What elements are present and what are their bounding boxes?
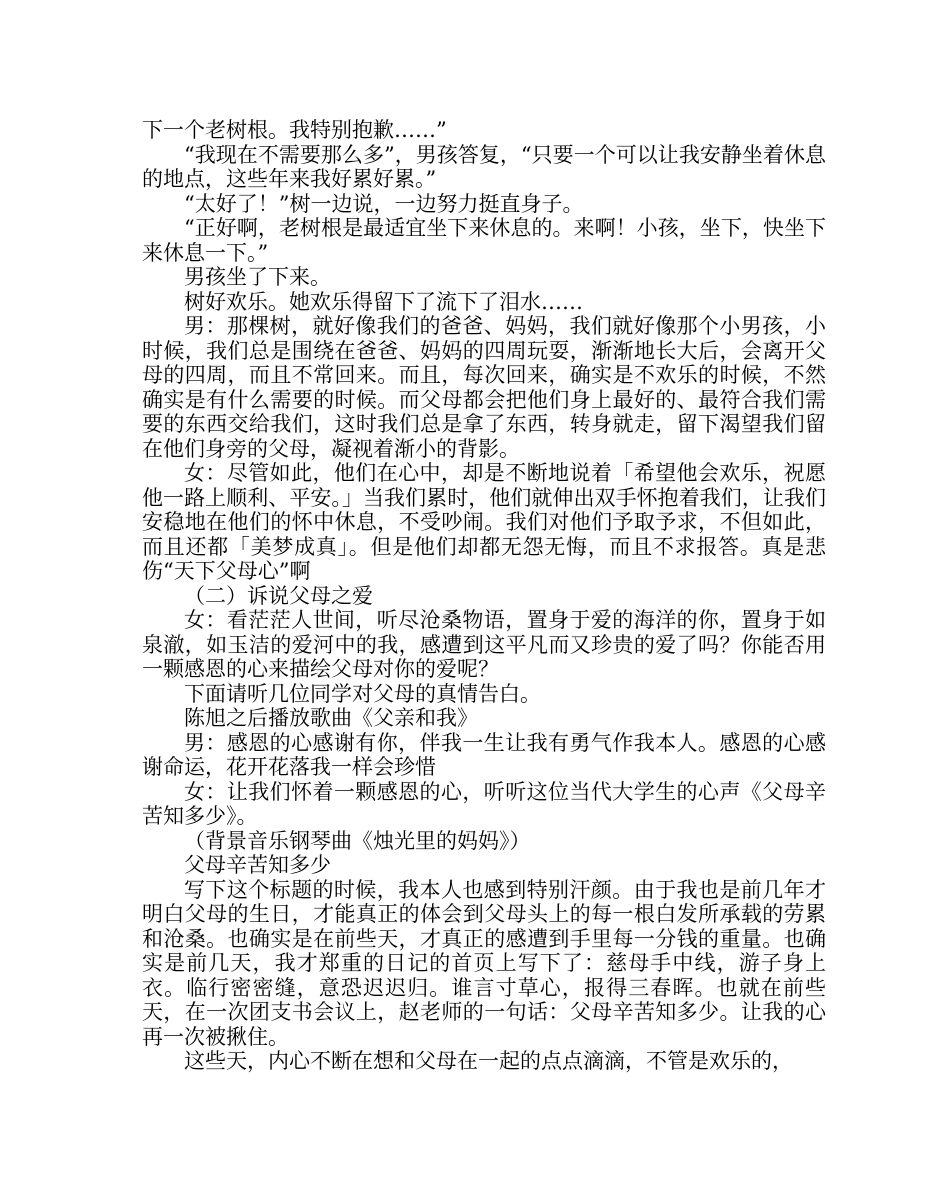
- paragraph: 这些天，内心不断在想和父母在一起的点点滴滴，不管是欢乐的，: [184, 1049, 793, 1073]
- paragraph: 女：让我们怀着一颗感恩的心，听听这位当代大学生的心声《父母辛苦知多少》。: [142, 779, 826, 828]
- paragraph: 陈旭之后播放歌曲《父亲和我》: [184, 706, 478, 730]
- essay-title: 父母辛苦知多少: [184, 853, 331, 877]
- paragraph: 树好欢乐。她欢乐得留下了流下了泪水……: [184, 289, 583, 314]
- paragraph: 男：感恩的心感谢有你，伴我一生让我有勇气作我本人。感恩的心感谢命运，花开花落我一样会珍惜: [142, 730, 826, 779]
- paragraph: 下面请听几位同学对父母的真情告白。: [184, 681, 541, 706]
- section-heading: （二）诉说父母之爱: [184, 583, 373, 608]
- paragraph: 女：尽管如此，他们在心中，却是不断地说着「希望他会欢乐，祝愿他一路上顺利、平安。」当我们累时，他们就伸出双手怀抱着我们，让我们安稳地在他们的怀中休息，不受吵闹。我们对他们予取予求，不但如此，而且还都「美梦成真」。但是他们却都无怨无悔，而且不求报答。真是悲伤“天下父母心”啊: [142, 461, 826, 583]
- paragraph: “正好啊，老树根是最适宜坐下来休息的。来啊！小孩，坐下，快坐下来休息一下。”: [142, 216, 826, 265]
- paragraph: “太好了！”树一边说，一边努力挺直身子。: [184, 191, 584, 216]
- paragraph: 男孩坐了下来。: [184, 265, 331, 289]
- paragraph: 写下这个标题的时候，我本人也感到特别汗颜。由于我也是前几年才明白父母的生日，才能真正的体会到父母头上的每一根白发所承载的劳累和沧桑。也确实是在前些天，才真正的感遭到手里每一分钱的重量。也确实是前几天，我才郑重的日记的首页上写下了：慈母手中线，游子身上衣。临行密密缝，意恐迟迟归。谁言寸草心，报得三春晖。也就在前些天，在一次团支书会议上，赵老师的一句话：父母辛苦知多少。让我的心再一次被揪住。: [142, 877, 826, 1049]
- paragraph: 下一个老树根。我特别抱歉……”: [142, 118, 447, 142]
- paragraph: 男：那棵树，就好像我们的爸爸、妈妈，我们就好像那个小男孩，小时候，我们总是围绕在爸爸、妈妈的四周玩耍，渐渐地长大后，会离开父母的四周，而且不常回来。而且，每次回来，确实是不欢乐的时候，不然确实是有什么需要的时候。而父母都会把他们身上最好的、最符合我们需要的东西交给我们，这时我们总是拿了东西，转身就走，留下渴望我们留在他们身旁的父母，凝视着渐小的背影。: [142, 314, 826, 461]
- document-body: [142, 118, 826, 1074]
- paragraph: “我现在不需要那么多”，男孩答复，“只要一个可以让我安静坐着休息的地点，这些年来我好累好累。”: [142, 142, 826, 191]
- paragraph: （背景音乐钢琴曲《烛光里的妈妈》）: [184, 828, 531, 853]
- paragraph: 女：看茫茫人世间，听尽沧桑物语，置身于爱的海洋的你，置身于如泉澈，如玉洁的爱河中的我，感遭到这平凡而又珍贵的爱了吗？你能否用一颗感恩的心来描绘父母对你的爱呢？: [142, 608, 826, 681]
